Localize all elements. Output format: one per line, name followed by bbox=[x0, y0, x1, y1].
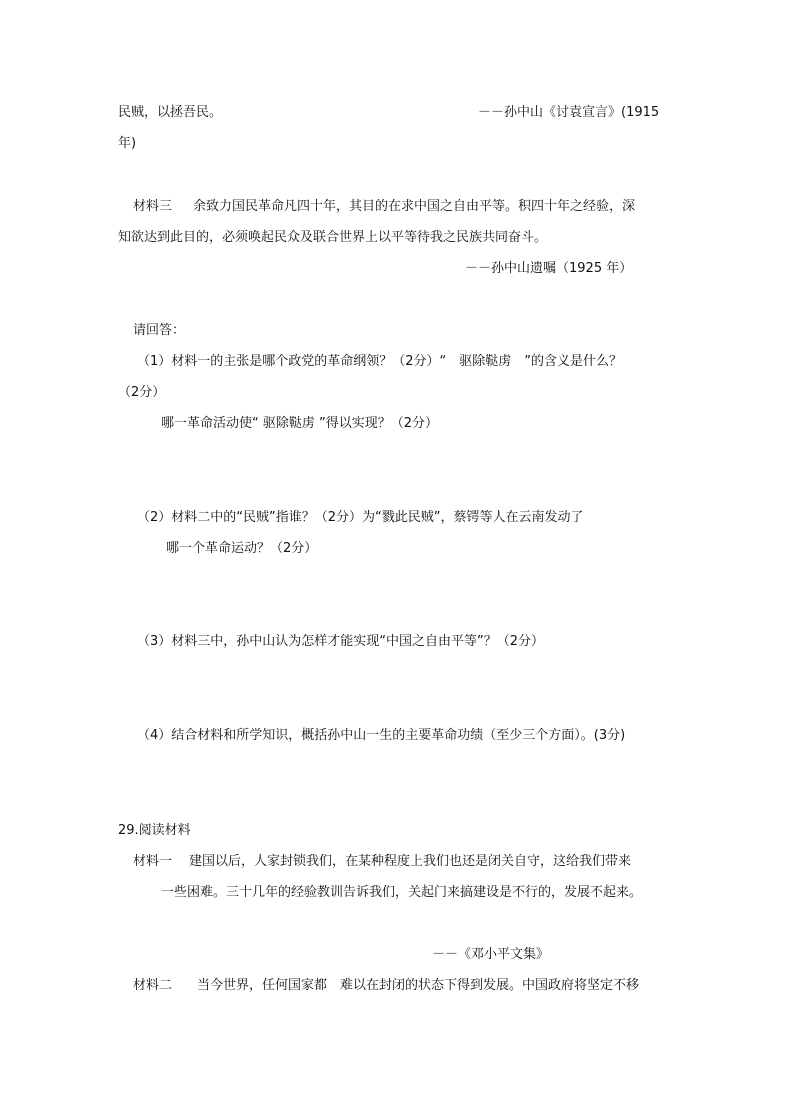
material3-label: 材料三 bbox=[133, 199, 173, 214]
material3-line1: 余致力国民革命凡四十年，其目的在求中国之自由平等。积四十年之经验，深 bbox=[193, 199, 636, 214]
section-29-material2-line1: 当今世界，任何国家都 难以在封闭的状态下得到发展。中国政府将坚定不移 bbox=[197, 978, 640, 993]
question-1-line1: （1）材料一的主张是哪个政党的革命纲领？（2分）“ 驱除鞑虏 ”的含义是什么？ bbox=[137, 354, 623, 369]
question-3: （3）材料三中，孙中山认为怎样才能实现“中国之自由平等”？（2分） bbox=[137, 634, 545, 649]
material2-source-wrap: 年) bbox=[118, 136, 137, 151]
material3-source: －－孙中山遗嘱（1925 年） bbox=[465, 261, 633, 276]
section-29-material1-line1: 建国以后，人家封锁我们，在某种程度上我们也还是闭关自守，这给我们带来 bbox=[189, 854, 632, 869]
material2-source: －－孙中山《讨袁宣言》(1915 bbox=[478, 105, 660, 120]
section-29-material1-source: －－《邓小平文集》 bbox=[432, 947, 550, 962]
section-29-material1-line2: 一些困难。三十几年的经验教训告诉我们，关起门来搞建设是不行的，发展不起来。 bbox=[161, 885, 643, 900]
section-29-heading: 29.阅读材料 bbox=[118, 823, 191, 838]
question-1-line3: 哪一革命活动使“ 驱除鞑虏 ”得以实现？（2分） bbox=[161, 416, 439, 431]
section-29-material2-label: 材料二 bbox=[133, 978, 173, 993]
material3-line2: 知欲达到此目的，必须唤起民众及联合世界上以平等待我之民族共同奋斗。 bbox=[118, 230, 548, 245]
question-4: （4）结合材料和所学知识，概括孙中山一生的主要革命功绩（至少三个方面）。(3分) bbox=[137, 728, 626, 743]
material2-tail-text: 民贼，以拯吾民。 bbox=[118, 105, 223, 120]
question-2-line1: （2）材料二中的“民贼”指谁？（2分）为“戮此民贼”，蔡锷等人在云南发动了 bbox=[137, 510, 584, 525]
question-1-line2: （2分） bbox=[118, 385, 166, 400]
answer-prompt: 请回答： bbox=[133, 323, 186, 338]
section-29-material1-label: 材料一 bbox=[133, 854, 173, 869]
question-2-line2: 哪一个革命运动？（2分） bbox=[166, 541, 318, 556]
